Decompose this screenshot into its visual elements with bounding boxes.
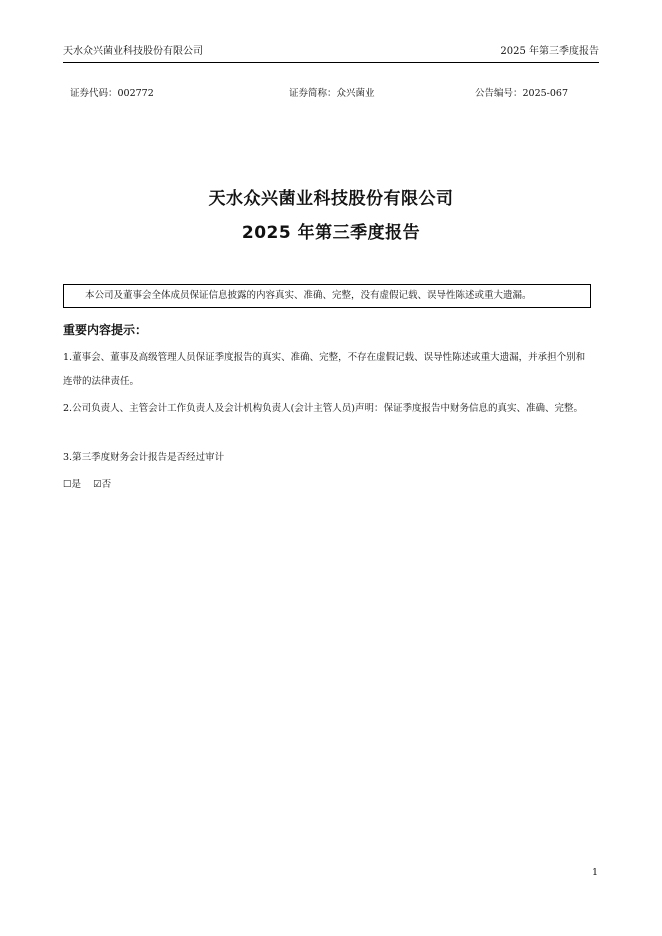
disclosure-statement-box xyxy=(63,284,591,308)
stock-abbreviation: 证券简称：众兴菌业 xyxy=(289,88,375,99)
audit-choice-group xyxy=(63,473,111,497)
stock-code: 证券代码：002772 xyxy=(70,88,154,99)
document-title-company: 天水众兴菌业科技股份有限公司 xyxy=(208,189,454,209)
announcement-number: 公告编号：2025-067 xyxy=(475,88,569,99)
audit-option-no: ☑否 xyxy=(93,479,112,490)
page-header xyxy=(63,44,599,63)
audit-option-yes: ☐是 xyxy=(63,479,82,490)
tip-item-1: 1.董事会、董事及高级管理人员保证季度报告的真实、准确、完整，不存在虚假记载、误导性陈述或重大遗漏，并承担个别和连带的法律责任。 xyxy=(63,352,586,387)
page-number: 1 xyxy=(591,867,598,878)
tip-item-2: 2.公司负责人、主管会计工作负责人及会计机构负责人(会计主管人员)声明：保证季度报告中财务信息的真实、准确、完整。 xyxy=(63,403,583,414)
disclosure-statement-text: 本公司及董事会全体成员保证信息披露的内容真实、准确、完整，没有虚假记载、误导性陈述或重大遗漏。 xyxy=(85,290,532,301)
document-title-report: 2025 年第三季度报告 xyxy=(241,223,421,243)
header-company-name: 天水众兴菌业科技股份有限公司 xyxy=(63,46,203,57)
header-report-name: 2025 年第三季度报告 xyxy=(500,46,599,57)
tip-item-3: 3.第三季度财务会计报告是否经过审计 xyxy=(63,452,225,463)
important-tips-heading: 重要内容提示： xyxy=(63,323,148,337)
